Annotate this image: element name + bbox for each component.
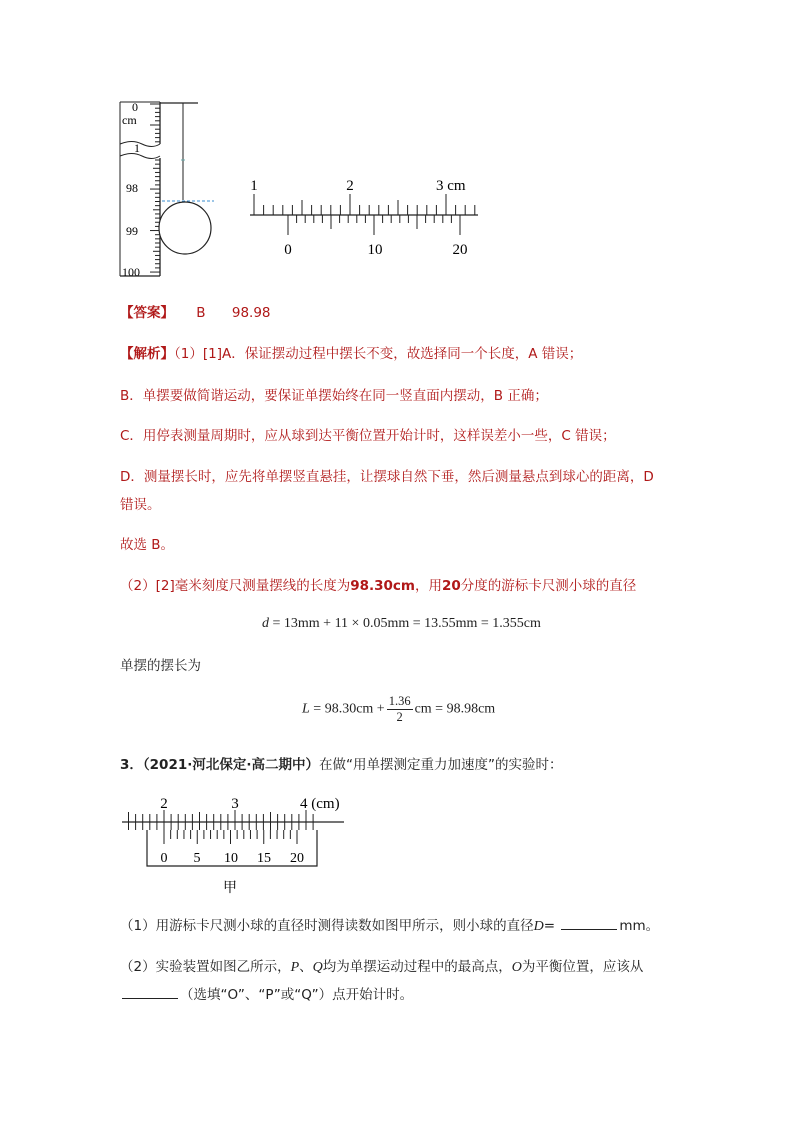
q3-part2-Q: Q: [312, 960, 323, 975]
question3-text: 在做“用单摆测定重力加速度”的实验时：: [319, 757, 563, 773]
equation2-frac-num: 1.36: [388, 694, 411, 708]
analysis-text-6b: 98.30cm: [350, 578, 415, 594]
q3-part2-O: O: [511, 960, 522, 975]
q3-part1-var: D: [533, 919, 544, 934]
question3-number: 3．: [120, 757, 143, 773]
q3-part2-text-a: （2）实验装置如图乙所示，: [120, 959, 291, 975]
caliper1-main-label-3cm: 3 cm: [436, 178, 466, 194]
caliper1-vernier-label-10: 10: [367, 242, 383, 258]
caliper2-main-label-3: 3: [231, 796, 239, 812]
vernier-caliper-figure-1: [246, 172, 482, 264]
caliper2-vernier-label-0: 0: [160, 851, 168, 866]
equation2-fraction: [387, 694, 413, 725]
caliper1-vernier-label-20: 20: [452, 242, 468, 258]
q3-part2-line1: [120, 957, 643, 978]
equation1-var: d: [262, 616, 269, 631]
analysis-text-6d: 20: [442, 578, 461, 594]
analysis-text-6c: ，用: [415, 578, 442, 594]
ruler-label-1: 1: [134, 141, 140, 155]
caliper2-vernier-label-5: 5: [193, 851, 201, 866]
q3-part1-text: （1）用游标卡尺测小球的直径时测得读数如图甲所示，则小球的直径: [120, 918, 534, 934]
caliper1-main-scale: [254, 194, 475, 215]
ruler-label-100: 100: [122, 265, 140, 279]
analysis-line-3: C．用停表测量周期时，应从球到达平衡位置开始计时，这样误差小一些，C 错误；: [120, 428, 616, 444]
q3-part1-eq: =: [543, 918, 556, 934]
answer-line: [120, 303, 271, 323]
ruler-pendulum-figure: [118, 98, 228, 284]
answer-value: 98.98: [231, 305, 271, 321]
question3-source: （2021·河北保定·高二期中）: [142, 757, 319, 773]
caliper1-main-label-2: 2: [346, 178, 354, 194]
caliper1-vernier-label-0: 0: [284, 242, 292, 258]
q3-part2-text-c: 为平衡位置，应该从: [521, 959, 644, 975]
equation2-part1: = 98.30cm +: [313, 701, 385, 717]
caliper2-caption: 甲: [223, 880, 237, 896]
equation2-part2: cm = 98.98cm: [414, 701, 496, 717]
analysis-line-4a: D．测量摆长时，应先将单摆竖直悬挂，让摆球自然下垂，然后测量悬点到球心的距离，D: [120, 469, 654, 485]
q3-part2-line2: [120, 985, 413, 1005]
caliper2-vernier-label-15: 15: [257, 851, 271, 866]
caliper1-vernier-scale: [288, 215, 460, 235]
analysis-text-6a: （2）[2]毫米刻度尺测量摆线的长度为: [120, 578, 351, 594]
q3-part1-unit: mm。: [619, 918, 660, 934]
q3-part1: [120, 916, 659, 937]
caliper2-main-label-4cm: 4 (cm): [300, 796, 340, 812]
q3-part2-P: P: [290, 960, 300, 975]
pendulum-length-text: 单摆的摆长为: [120, 658, 201, 674]
equation-length: [302, 694, 495, 725]
caliper1-main-label-1: 1: [250, 178, 258, 194]
answer-choice: B: [196, 305, 206, 321]
ruler-label-98: 98: [126, 181, 138, 195]
q3-part2-text-b: 均为单摆运动过程中的最高点，: [322, 959, 512, 975]
caliper2-main-label-2: 2: [160, 796, 168, 812]
caliper2-main-scale: [129, 810, 314, 830]
ruler-label-cm: cm: [122, 113, 137, 127]
equation2-frac-den: 2: [396, 710, 403, 724]
caliper2-vernier-label-10: 10: [224, 851, 238, 866]
vernier-caliper-figure-2: [120, 792, 350, 900]
analysis-tag: 【解析】: [120, 346, 174, 362]
equation-diameter: [262, 616, 541, 632]
caliper2-vernier-label-20: 20: [290, 851, 304, 866]
analysis-text-6e: 分度的游标卡尺测小球的直径: [460, 578, 637, 594]
analysis-line-5: 故选 B。: [120, 537, 175, 553]
q3-part2-text-d: （选填“O”、“P”或“Q”）点开始计时。: [180, 987, 414, 1003]
q3-part2-blank[interactable]: [122, 986, 178, 999]
ruler-label-0: 0: [132, 100, 138, 114]
analysis-line-2: B．单摆要做简谐运动，要保证单摆始终在同一竖直面内摆动，B 正确；: [120, 388, 548, 404]
q3-part2-sep: 、: [299, 959, 313, 975]
analysis-line-1: [120, 344, 582, 364]
pendulum-ball: [159, 202, 211, 254]
answer-tag: 【答案】: [120, 305, 174, 321]
ruler-label-99: 99: [126, 224, 138, 238]
analysis-text-1: （1）[1]A．保证摆动过程中摆长不变，故选择同一个长度，A 错误；: [174, 346, 583, 362]
q3-part1-blank[interactable]: [561, 917, 617, 930]
analysis-line-4b: 错误。: [120, 497, 161, 513]
analysis-line-6: [120, 576, 636, 596]
equation1-rhs: = 13mm + 11 × 0.05mm = 13.55mm = 1.355cm: [272, 616, 541, 631]
equation2-lhs: L: [302, 701, 310, 717]
caliper2-vernier-scale: [164, 830, 297, 844]
question-3-header: [120, 755, 563, 775]
